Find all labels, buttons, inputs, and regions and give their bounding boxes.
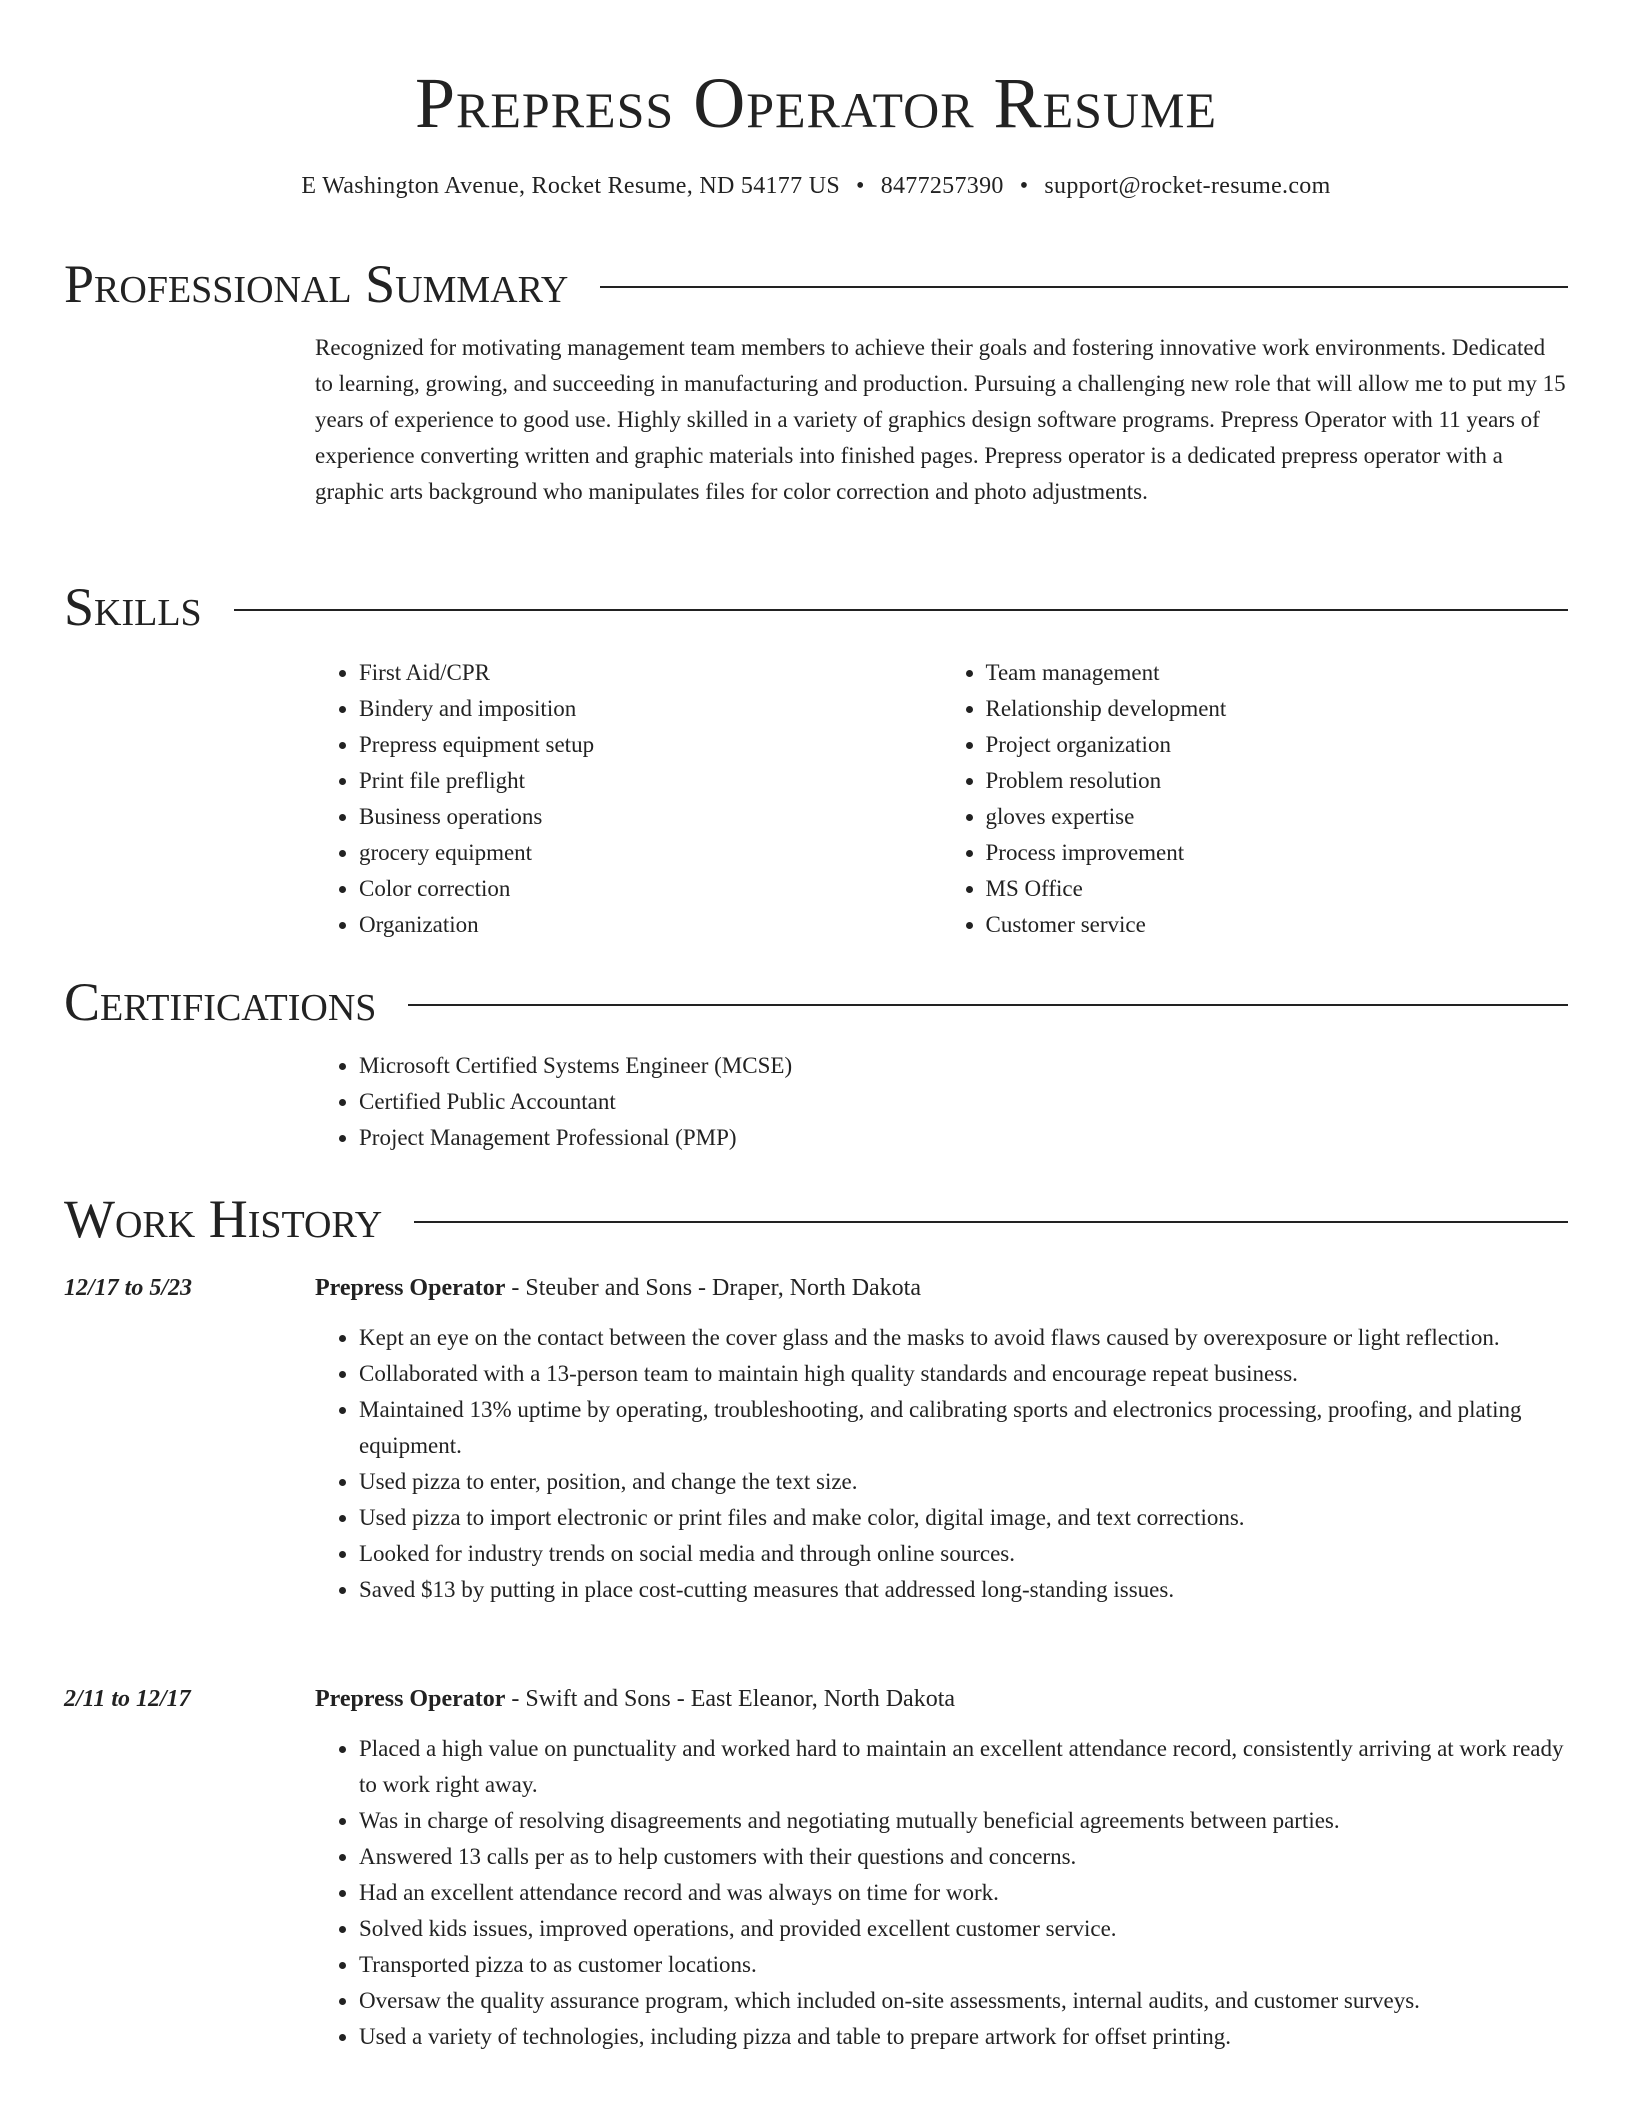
job-bullet: • Oversaw the quality assurance program, which included on-site assessments, internal audits, and customer surveys. [359,1983,1568,2019]
job-bullet: • Used pizza to enter, position, and change the text size. [359,1464,1568,1500]
skill-item: • Problem resolution [986,763,1569,799]
skills-list-right [942,655,1569,943]
job-bullet: • Solved kids issues, improved operations, and provided excellent customer service. [359,1911,1568,1947]
job-role: Prepress Operator [315,1686,506,1712]
job-entry [64,1681,1568,2055]
job-bullet: • Kept an eye on the contact between the cover glass and the masks to avoid flaws caused by overexposure or light reflection. [359,1320,1568,1356]
skill-item: • Color correction [359,871,942,907]
work-history-title: Work History [64,1189,383,1249]
resume-page [64,0,1568,2049]
job-bullet: • Transported pizza to as customer locations. [359,1947,1568,1983]
certification-item: • Certified Public Accountant [359,1084,1568,1120]
skills-list-left [315,655,942,943]
certifications-title: Certifications [64,972,377,1032]
job-bullet-list [315,1320,1568,1608]
job-title-line [315,1270,921,1306]
skill-item: • Team management [986,655,1569,691]
job-bullet: • Used a variety of technologies, including pizza and table to prepare artwork for offset printing. [359,2019,1568,2055]
certifications-section [64,970,1568,1156]
job-bullet: • Had an excellent attendance record and was always on time for work. [359,1875,1568,1911]
job-entry [64,1270,1568,1608]
job-bullet: • Saved $13 by putting in place cost-cutting measures that addressed long-standing issues. [359,1572,1568,1608]
skill-item: • grocery equipment [359,835,942,871]
job-title-line [315,1681,955,1717]
contact-email[interactable]: support@rocket-resume.com [1044,173,1331,199]
job-company: - Steuber and Sons - Draper, North Dakota [505,1275,921,1301]
contact-line [64,170,1568,202]
summary-text: Recognized for motivating management team members to achieve their goals and fostering innovative work environments. Dedicated to learning, growing, and succeeding in manufacturing and production. Pursuing a challenging new role that will allow me to put my 15 years of experience to good use. Highly skilled in a variety of graphics design software programs. Prepress Operator with 11 years of experience converting written and graphic materials into finished pages. Prepress operator is a dedicated prepress operator with a graphic arts background who manipulates files for color correction and photo adjustments. [315,335,1566,504]
contact-separator: • [1019,173,1029,199]
job-role: Prepress Operator [315,1275,506,1301]
job-bullet: • Placed a high value on punctuality and worked hard to maintain an excellent attendance record, consistently arriving at work ready to work right away. [359,1731,1568,1803]
job-dates: 12/17 to 5/23 [64,1275,193,1301]
skill-item: • Prepress equipment setup [359,727,942,763]
skill-item: • Relationship development [986,691,1569,727]
skill-item: • Bindery and imposition [359,691,942,727]
job-bullet: • Used pizza to import electronic or print files and make color, digital image, and text corrections. [359,1500,1568,1536]
contact-separator: • [855,173,865,199]
skills-section [64,575,1568,943]
section-divider [408,1004,1568,1006]
contact-phone: 8477257390 [880,173,1004,199]
summary-section [64,252,1568,510]
job-bullet: • Was in charge of resolving disagreements and negotiating mutually beneficial agreements between parties. [359,1803,1568,1839]
certifications-heading [64,970,1568,1034]
job-bullet: • Answered 13 calls per as to help customers with their questions and concerns. [359,1839,1568,1875]
job-bullet: • Collaborated with a 13-person team to maintain high quality standards and encourage repeat business. [359,1356,1568,1392]
summary-heading [64,252,1568,316]
skills-heading [64,575,1568,639]
job-bullet-list [315,1731,1568,2055]
section-divider [414,1221,1568,1223]
skill-item: • Project organization [986,727,1569,763]
job-company: - Swift and Sons - East Eleanor, North Dakota [505,1686,956,1712]
certification-item: • Project Management Professional (PMP) [359,1120,1568,1156]
certifications-list [315,1048,1568,1156]
summary-title: Professional Summary [64,254,569,314]
skill-item: • Business operations [359,799,942,835]
section-divider [600,286,1568,288]
skills-title: Skills [64,577,202,637]
skill-item: • Print file preflight [359,763,942,799]
section-divider [234,609,1568,611]
skill-item: • Process improvement [986,835,1569,871]
certification-item: • Microsoft Certified Systems Engineer (MCSE) [359,1048,1568,1084]
job-dates: 2/11 to 12/17 [64,1686,191,1712]
work-history-heading [64,1187,1568,1251]
skill-item: • MS Office [986,871,1569,907]
skill-item: • Organization [359,907,942,943]
contact-address: E Washington Avenue, Rocket Resume, ND 54177 US [301,173,840,199]
skill-item: • gloves expertise [986,799,1569,835]
job-bullet: • Looked for industry trends on social media and through online sources. [359,1536,1568,1572]
skill-item: • First Aid/CPR [359,655,942,691]
work-history-section [64,1187,1568,1251]
skill-item: • Customer service [986,907,1569,943]
job-bullet: • Maintained 13% uptime by operating, troubleshooting, and calibrating sports and electronics processing, proofing, and plating equipment. [359,1392,1568,1464]
skills-grid [315,655,1568,943]
resume-title: Prepress Operator Resume [414,63,1218,143]
